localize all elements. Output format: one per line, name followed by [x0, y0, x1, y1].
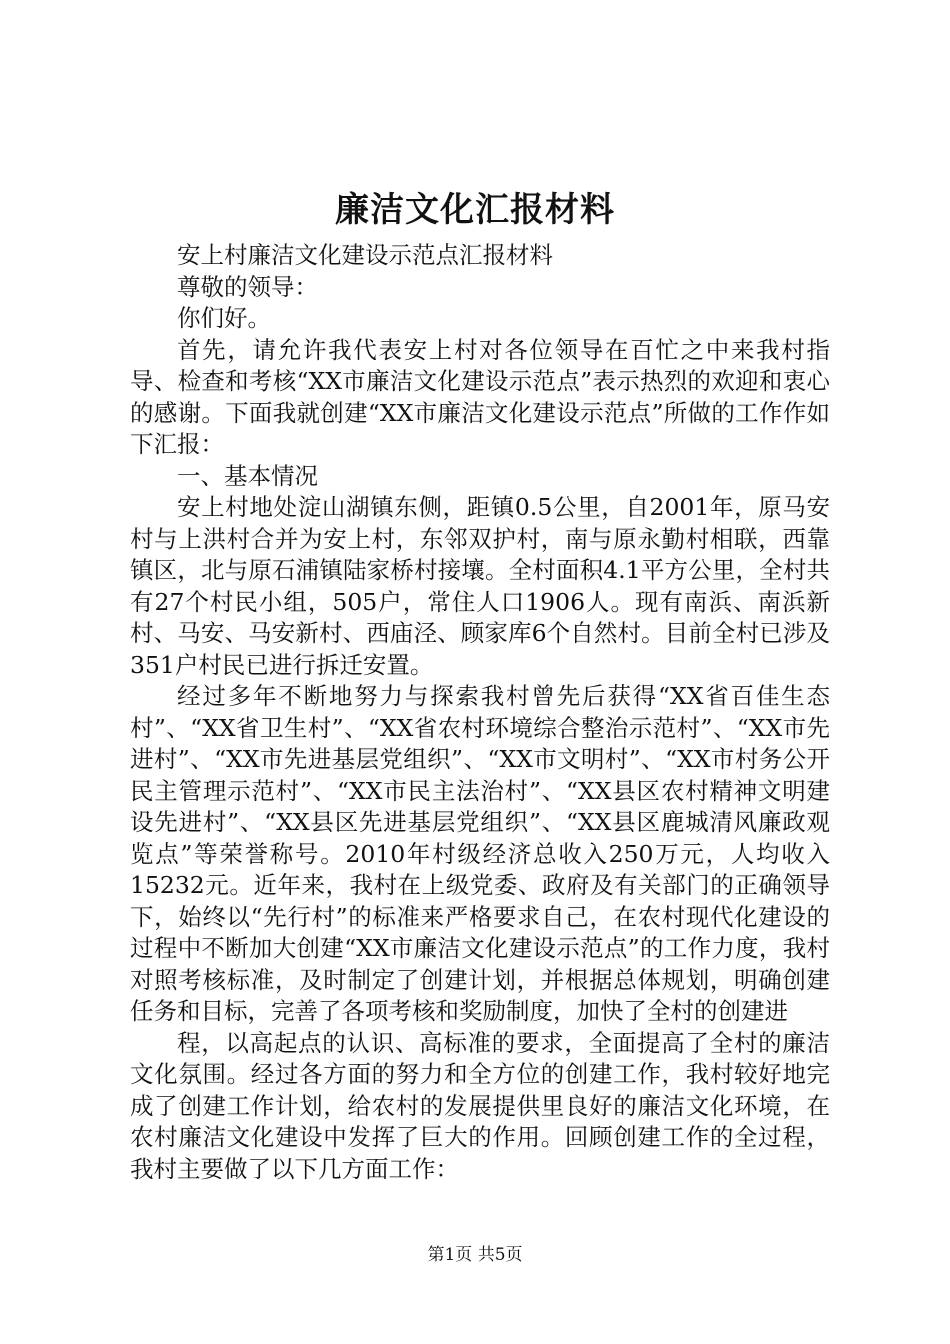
paragraph-intro: 首先，请允许我代表安上村对各位领导在百忙之中来我村指导、检查和考核“XX市廉洁文化建设示范点”表示热烈的欢迎和衷心的感谢。下面我就创建“XX市廉洁文化建设示范点”所做的工作作如下汇报：	[130, 335, 830, 458]
paragraph-greeting: 你们好。	[177, 304, 271, 332]
paragraph-honors: 经过多年不断地努力与探索我村曾先后获得“XX省百佳生态村”、“XX省卫生村”、“XX省农村环境综合整治示范村”、“XX市先进村”、“XX市先进基层党组织”、“XX市文明村”、“XX市村务公开民主管理示范村”、“XX市民主法治村”、“XX县区农村精神文明建设先进村”、“XX县区先进基层党组织”、“XX县区鹿城清风廉政观览点”等荣誉称号。2010年村级经济总收入250万元，人均收入15232元。近年来，我村在上级党委、政府及有关部门的正确领导下，始终以“先行村”的标准来严格要求自己，在农村现代化建设的过程中不断加大创建“XX市廉洁文化建设示范点”的工作力度，我村对照考核标准，及时制定了创建计划，并根据总体规划，明确创建任务和目标，完善了各项考核和奖励制度，加快了全村的创建进	[130, 682, 830, 1025]
document-body	[130, 240, 830, 1185]
paragraph-process: 程，以高起点的认识、高标准的要求，全面提高了全村的廉洁文化氛围。经过各方面的努力和全方位的创建工作，我村较好地完成了创建工作计划，给农村的发展提供里良好的廉洁文化环境，在农村廉洁文化建设中发挥了巨大的作用。回顾创建工作的全过程，我村主要做了以下几方面工作：	[130, 1028, 830, 1183]
paragraph-salutation: 尊敬的领导：	[177, 272, 318, 301]
paragraph-subtitle: 安上村廉洁文化建设示范点汇报材料	[177, 241, 553, 269]
page-footer: 第1页 共5页	[427, 1245, 523, 1265]
section-heading-basic-info: 一、基本情况	[177, 461, 318, 490]
document-title: 廉洁文化汇报材料	[335, 190, 615, 230]
paragraph-basic-info: 安上村地处淀山湖镇东侧，距镇0.5公里，自2001年，原马安村与上洪村合并为安上村，东邻双护村，南与原永勤村相联，西靠镇区，北与原石浦镇陆家桥村接壤。全村面积4.1平方公里，全村共有27个村民小组，505户，常住人口1906人。现有南浜、南浜新村、马安、马安新村、西庙泾、顾家库6个自然村。目前全村已涉及351户村民已进行拆迁安置。	[130, 493, 830, 679]
